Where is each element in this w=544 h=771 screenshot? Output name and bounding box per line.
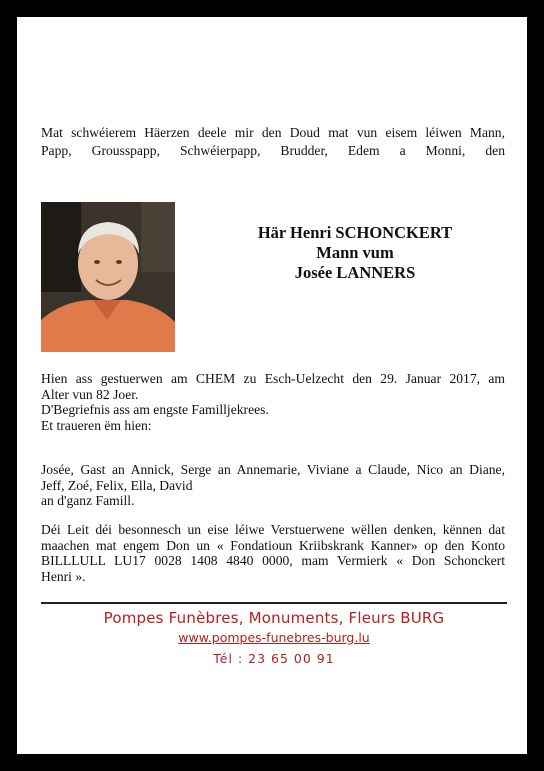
mourners-line: Jeff, Zoé, Felix, Ella, David xyxy=(41,477,193,493)
donation-line: BILLLULL LU17 0028 1408 4840 0000, mam Vermierk « Don Schonckert xyxy=(41,553,505,568)
details-line: Alter vun 82 Joer. xyxy=(41,386,139,402)
deceased-name: Här Henri SCHONCKERT xyxy=(257,223,453,242)
obituary-notice xyxy=(17,17,527,754)
divider xyxy=(41,602,507,604)
company-name: Pompes Funèbres, Monuments, Fleurs BURG xyxy=(103,609,445,627)
donation-line: Déi Leit déi besonnesch un eise léiwe Verstuerwene wëllen denken, kënnen dat xyxy=(41,522,505,537)
death-details xyxy=(41,371,505,433)
donation-line: maachen mat engem Don un « Fondatioun Kriibskrank Kanner» op den Konto xyxy=(41,537,505,553)
intro-line: Mat schwéierem Häerzen deele mir den Doud mat vun eisem léiwen Mann, xyxy=(41,125,505,140)
company-website-link[interactable]: www.pompes-funebres-burg.lu xyxy=(178,630,370,645)
deceased-name-block xyxy=(185,223,525,283)
donation-line: Henri ». xyxy=(41,568,86,584)
portrait-photo xyxy=(41,202,175,352)
donation-text xyxy=(41,522,505,584)
mourners-list xyxy=(41,462,505,509)
mourners-line: an d'ganz Famill. xyxy=(41,493,135,508)
intro-line: Papp, Grousspapp, Schwéierpapp, Brudder, Edem a Monni, den xyxy=(41,143,505,158)
company-phone: Tél : 23 65 00 91 xyxy=(213,651,335,666)
intro-text xyxy=(41,124,505,160)
relation-text: Mann vum xyxy=(316,243,394,262)
spouse-name: Josée LANNERS xyxy=(294,263,416,282)
details-line: Et traueren ëm hien: xyxy=(41,417,152,433)
mourners-line: Josée, Gast an Annick, Serge an Annemarie, Viviane a Claude, Nico an Diane, xyxy=(41,462,505,477)
details-line: Hien ass gestuerwen am CHEM zu Esch-Uelzecht den 29. Januar 2017, am xyxy=(41,371,505,386)
details-line: D'Begriefnis ass am engste Familljekrees. xyxy=(41,402,269,417)
